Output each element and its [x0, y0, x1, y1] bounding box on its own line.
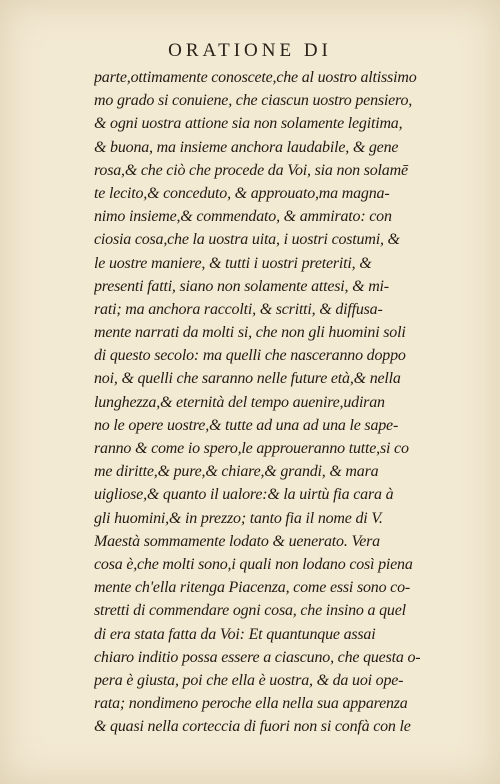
- text-line: & buona, ma insieme anchora laudabile, & gene: [94, 138, 399, 156]
- text-line: mente narrati da molti si, che non gli huomini soli: [94, 324, 406, 342]
- text-line: stretti di commendare ogni cosa, che insino a quel: [94, 602, 406, 620]
- text-line: rata; nondimeno peroche ella nella sua apparenza: [94, 695, 408, 713]
- text-line: parte,ottimamente conoscete,che al uostro altissimo: [94, 69, 417, 86]
- text-line: uigliose,& quanto il ualore:& la uirtù fia cara à: [94, 486, 394, 504]
- text-line: & quasi nella corteccia di fuori non si confà con le: [94, 718, 411, 736]
- text-line: & ogni uostra attione sia non solamente legitima,: [94, 115, 403, 133]
- text-line: te lecito,& conceduto, & approuato,ma magna-: [94, 184, 390, 202]
- text-line: no le opere uostre,& tutte ad una ad una le sape-: [94, 416, 399, 434]
- text-line: me diritte,& pure,& chiare,& grandi, & mara: [94, 463, 379, 481]
- text-line: gli huomini,& in prezzo; tanto fia il nome di V.: [94, 509, 383, 527]
- text-line: chiaro inditio possa essere a ciascuno, che questa o-: [94, 648, 421, 666]
- running-head: ORATIONE DI: [168, 40, 332, 61]
- text-line: noi, & quelli che saranno nelle future età,& nella: [94, 370, 401, 388]
- text-line: ciosia cosa,che la uostra uita, i uostri costumi, &: [94, 231, 400, 249]
- text-line: rati; ma anchora raccolti, & scritti, & diffusa-: [94, 300, 383, 318]
- text-line: le uostre maniere, & tutti i uostri preteriti, &: [94, 254, 372, 272]
- text-line: cosa è,che molti sono,i quali non lodano così piena: [94, 555, 413, 573]
- text-line: lunghezza,& eternità del tempo auenire,udiran: [94, 393, 385, 411]
- text-line: nimo insieme,& commendato, & ammirato: con: [94, 208, 392, 226]
- text-line: di era stata fatta da Voi: Et quantunque assai: [94, 625, 376, 643]
- text-line: pera è giusta, poi che ella è uostra, & da uoi ope-: [94, 671, 404, 689]
- text-line: mo grado si conuiene, che ciascun uostro pensiero,: [94, 92, 413, 110]
- text-line: ranno & come io spero,le approueranno tutte,si co: [94, 440, 409, 457]
- text-line: di questo secolo: ma quelli che nasceranno doppo: [94, 347, 406, 365]
- body-text: [94, 66, 466, 738]
- text-line: mente ch'ella ritenga Piacenza, come essi sono co-: [94, 579, 411, 597]
- text-line: rosa,& che ciò che procede da Voi, sia non solamē: [94, 161, 408, 179]
- text-line: presenti fatti, siano non solamente attesi, & mi-: [94, 277, 389, 295]
- text-line: Maestà sommamente lodato & uenerato. Vera: [94, 532, 380, 550]
